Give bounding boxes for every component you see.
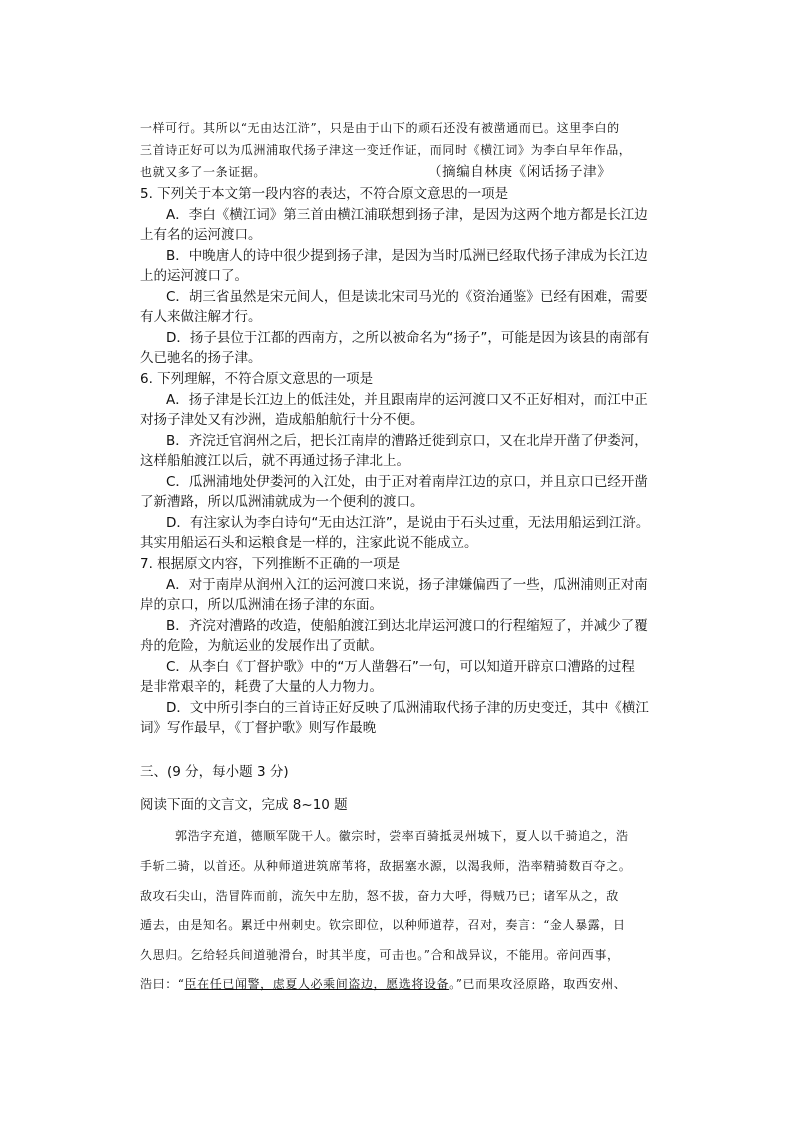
q5-option-b-line1: B．中晚唐人的诗中很少提到扬子津，是因为当时瓜洲已经取代扬子津成为长江边: [166, 248, 648, 264]
q5-option-a-line2: 上有名的运河渡口。: [140, 227, 262, 243]
q6-option-d-line2: 其实用船运石头和运粮食是一样的，注家此说不能成立。: [140, 535, 478, 551]
question-6-stem: 6. 下列理解，不符合原文意思的一项是: [140, 371, 374, 387]
source-citation: （摘编自林庚《闲话扬子津》: [428, 164, 612, 180]
q7-option-c-line1: C．从李白《丁督护歌》中的“万人凿磐石”一句，可以知道开辟京口漕路的过程: [166, 659, 635, 675]
q7-option-d-line1: D．文中所引李白的三首诗正好反映了瓜洲浦取代扬子津的历史变迁，其中《横江: [166, 700, 649, 716]
q5-option-d-line1: D．扬子县位于江都的西南方，之所以被命名为“扬子”，可能是因为该县的南部有: [166, 330, 650, 346]
q5-option-c-line2: 有人来做注解才行。: [140, 309, 262, 325]
q7-option-a-line1: A．对于南岸从润州入江的运河渡口来说，扬子津嫌偏西了一些，瓜洲浦则正对南: [166, 577, 648, 593]
q6-option-d-line1: D．有注家认为李白诗句“无由达江浒”，是说由于石头过重，无法用船运到江浒。: [166, 515, 650, 531]
passage-line-6-prefix: 浩曰：“: [140, 977, 185, 991]
passage-line-3: 敌攻石尖山，浩冒阵而前，流矢中左肋，怒不拔，奋力大呼，得贼乃已；诸军从之，敌: [140, 889, 619, 903]
section-3-heading: 三、(9 分，每小题 3 分): [140, 764, 289, 780]
q5-option-d-line2: 久已驰名的扬子津。: [140, 350, 262, 366]
q6-option-b-line1: B．齐浣迁官润州之后，把长江南岸的漕路迁徙到京口，又在北岸开凿了伊娄河，: [166, 433, 648, 449]
passage-line-6: [140, 974, 626, 994]
passage-line-1: 郭浩字充道，德顺军陇干人。徽宗时，尝率百骑抵灵州城下，夏人以千骑追之，浩: [175, 829, 629, 843]
q7-option-c-line2: 是非常艰辛的，耗费了大量的人力物力。: [140, 679, 383, 695]
q7-option-d-line2: 词》写作最早，《丁督护歌》则写作最晚: [140, 720, 377, 736]
q6-option-b-line2: 这样船舶渡江以后，就不再通过扬子津北上。: [140, 453, 410, 469]
q6-option-a-line1: A．扬子津是长江边上的低洼处，并且跟南岸的运河渡口又不正好相对，而江中正: [166, 392, 648, 408]
q5-option-a-line1: A．李白《横江词》第三首由横江浦联想到扬子津，是因为这两个地方都是长江边: [166, 207, 648, 223]
q6-option-a-line2: 对扬子津处又有沙洲，造成船舶航行十分不便。: [140, 412, 424, 428]
q7-option-a-line2: 岸的京口，所以瓜洲浦在扬子津的东面。: [140, 597, 383, 613]
intro-line-2: 三首诗正好可以为瓜洲浦取代扬子津这一变迁作证，而同时《横江词》为李白早年作品，: [140, 143, 632, 157]
q5-option-c-line1: C．胡三省虽然是宋元间人，但是读北宋司马光的《资治通鉴》已经有困难，需要: [166, 289, 648, 305]
intro-line-3-text: 也就又多了一条证据。: [140, 165, 267, 179]
q6-option-c-line1: C．瓜洲浦地处伊娄河的入江处，由于正对着南岸江边的京口，并且京口已经开凿: [166, 474, 648, 490]
q7-option-b-line2: 舟的危险，为航运业的发展作出了贡献。: [140, 638, 383, 654]
passage-line-6-suffix: 。”已而果攻泾原路，取西安州、: [449, 977, 627, 991]
intro-line-3: [140, 162, 612, 182]
intro-line-1: 一样可行。其所以“无由达江浒”，只是由于山下的顽石还没有被凿通而已。这里李白的: [140, 121, 620, 135]
question-5-stem: 5. 下列关于本文第一段内容的表达，不符合原文意思的一项是: [140, 186, 509, 202]
question-7-stem: 7. 根据原文内容，下列推断不正确的一项是: [140, 556, 401, 572]
q7-option-b-line1: B．齐浣对漕路的改造，使船舶渡江到达北岸运河渡口的行程缩短了，并减少了覆: [166, 618, 648, 634]
underlined-sentence: 臣在任已闻警，虑夏人必乘间盗边，愿选将设备: [184, 977, 450, 991]
q6-option-c-line2: 了新漕路，所以瓜洲浦就成为一个便利的渡口。: [140, 494, 424, 510]
passage-line-4: 遁去，由是知名。累迁中州刺史。钦宗即位，以种师道荐，召对，奏言：“金人暴露，日: [140, 918, 626, 932]
passage-line-5: 久思归。乞给轻兵间道驰滑台，时其半度，可击也。”合和战异议，不能用。帝问西事，: [140, 948, 620, 962]
q5-option-b-line2: 上的运河渡口了。: [140, 268, 248, 284]
section-3-instruction: 阅读下面的文言文，完成 8~10 题: [140, 797, 348, 813]
passage-line-2: 手斩二骑，以首还。从种师道进筑席苇将，敌据塞水源，以渴我师，浩率精骑数百夺之。: [140, 859, 632, 873]
